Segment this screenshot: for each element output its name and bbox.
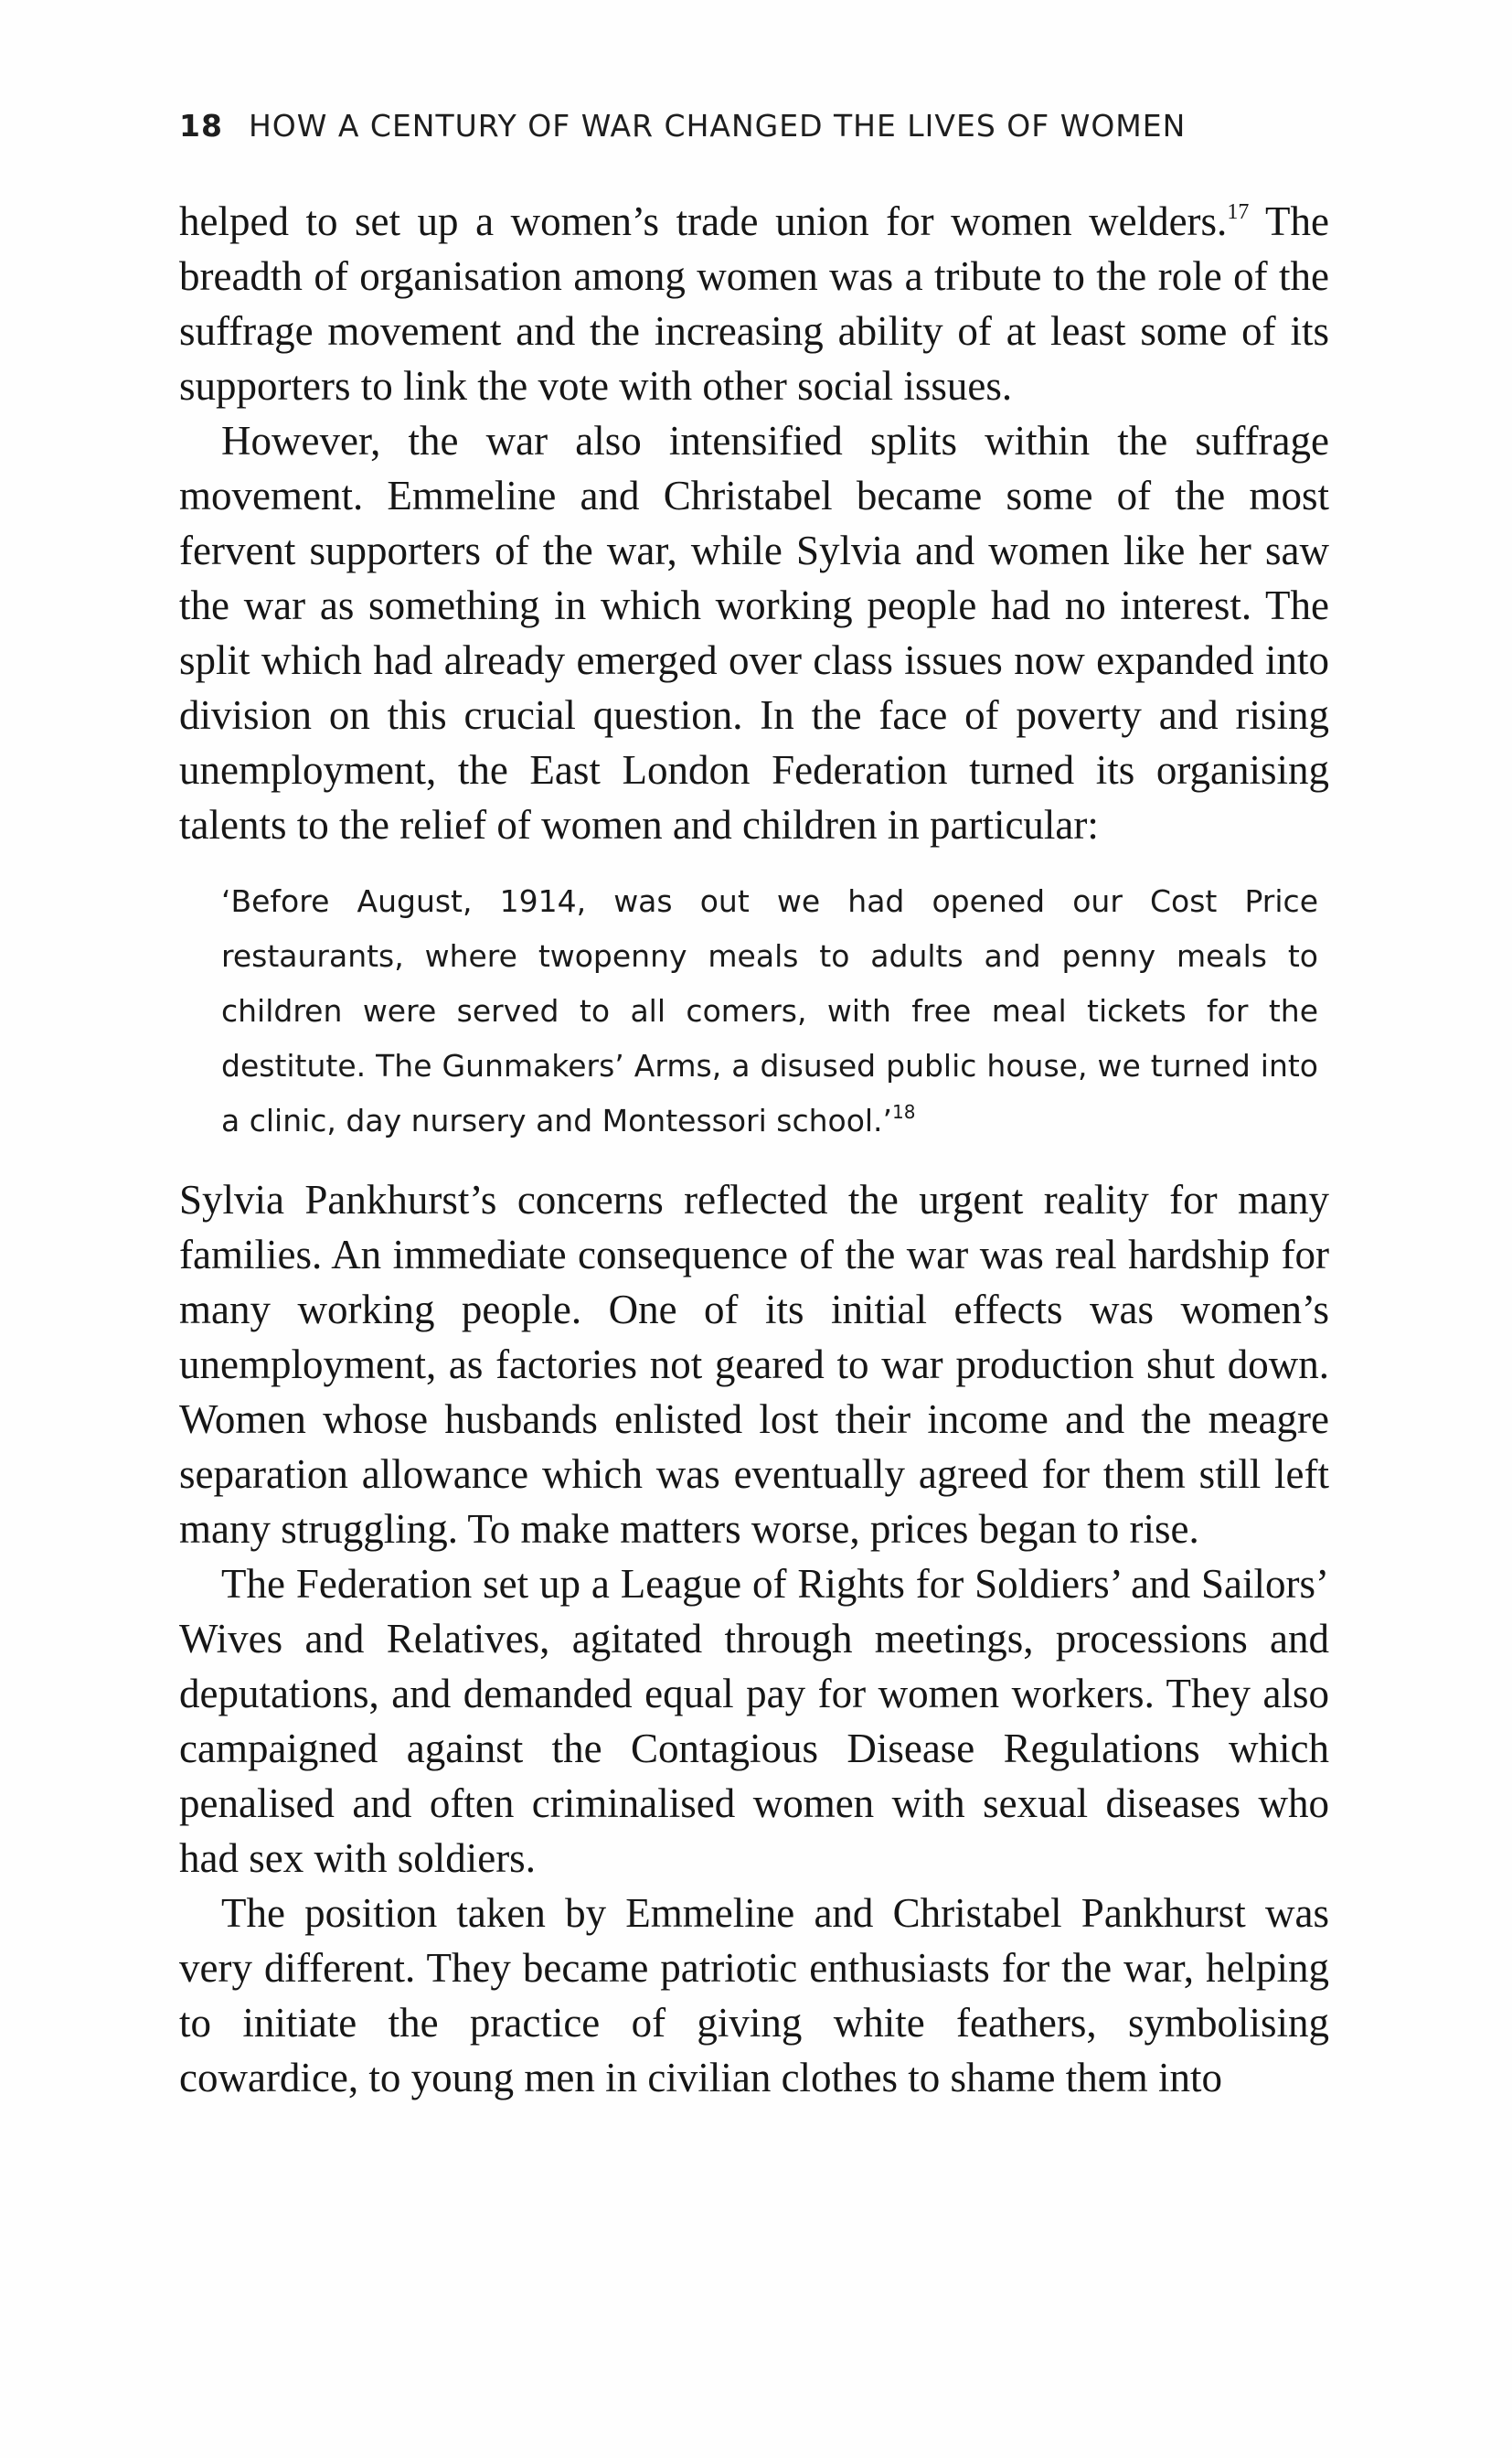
paragraph: The Federation set up a League of Rights for Soldiers’ and Sailors’ Wives and Relatives, agitated through meetings, processions and deputations, and demanded equal pay for women workers. They also campaigned against the Contagious Disease Regulations which penalised and often criminalised women with sexual diseases who had sex with soldiers. [179,1561,1329,1881]
running-head [179,108,1340,144]
running-title: HOW A CENTURY OF WAR CHANGED THE LIVES OF WOMEN [248,108,1187,144]
paragraph: The position taken by Emmeline and Christabel Pankhurst was very different. They became patriotic enthusiasts for the war, helping to initiate the practice of giving white feathers, symbolising cowardice, to young men in civilian clothes to shame them into [179,1890,1329,2100]
page-number: 18 [179,108,223,144]
main-text [179,194,1329,2105]
paragraph: However, the war also intensified splits within the suffrage movement. Emmeline and Christabel became some of the most fervent supporters of the war, while Sylvia and women like her saw the war as something in which working people had no interest. The split which had already emerged over class issues now expanded into division on this crucial question. In the face of poverty and rising unemployment, the East London Federation turned its organising talents to the relief of women and children in particular: [179,418,1329,848]
paragraph-text: helped to set up a women’s trade union for women welders. [179,198,1228,244]
block-quote [221,874,1318,1149]
footnote-marker: 18 [892,1101,916,1123]
paragraph: Sylvia Pankhurst’s concerns reflected the urgent reality for many families. An immediate consequence of the war was real hardship for many working people. One of its initial effects was women’s unemployment, as factories not geared to war production shut down. Women whose husbands enlisted lost their income and the meagre separation allowance which was eventually agreed for them still left many struggling. To make matters worse, prices began to rise. [179,1177,1329,1552]
quote-text: ‘Before August, 1914, was out we had opened our Cost Price restaurants, where twopenny meals to adults and penny meals to children were served to all comers, with free meal tickets for the destitute. The Gunmakers’ Arms, a disused public house, we turned into a clinic, day nursery and Montessori school.’ [221,883,1318,1138]
paragraph [179,194,1329,413]
paragraph-text: The breadth of organisation among women was a tribute to the role of the suffrage movement and the increasing ability of at least some of its supporters to link the vote with other social issues. [179,198,1329,409]
footnote-marker: 17 [1227,200,1250,224]
